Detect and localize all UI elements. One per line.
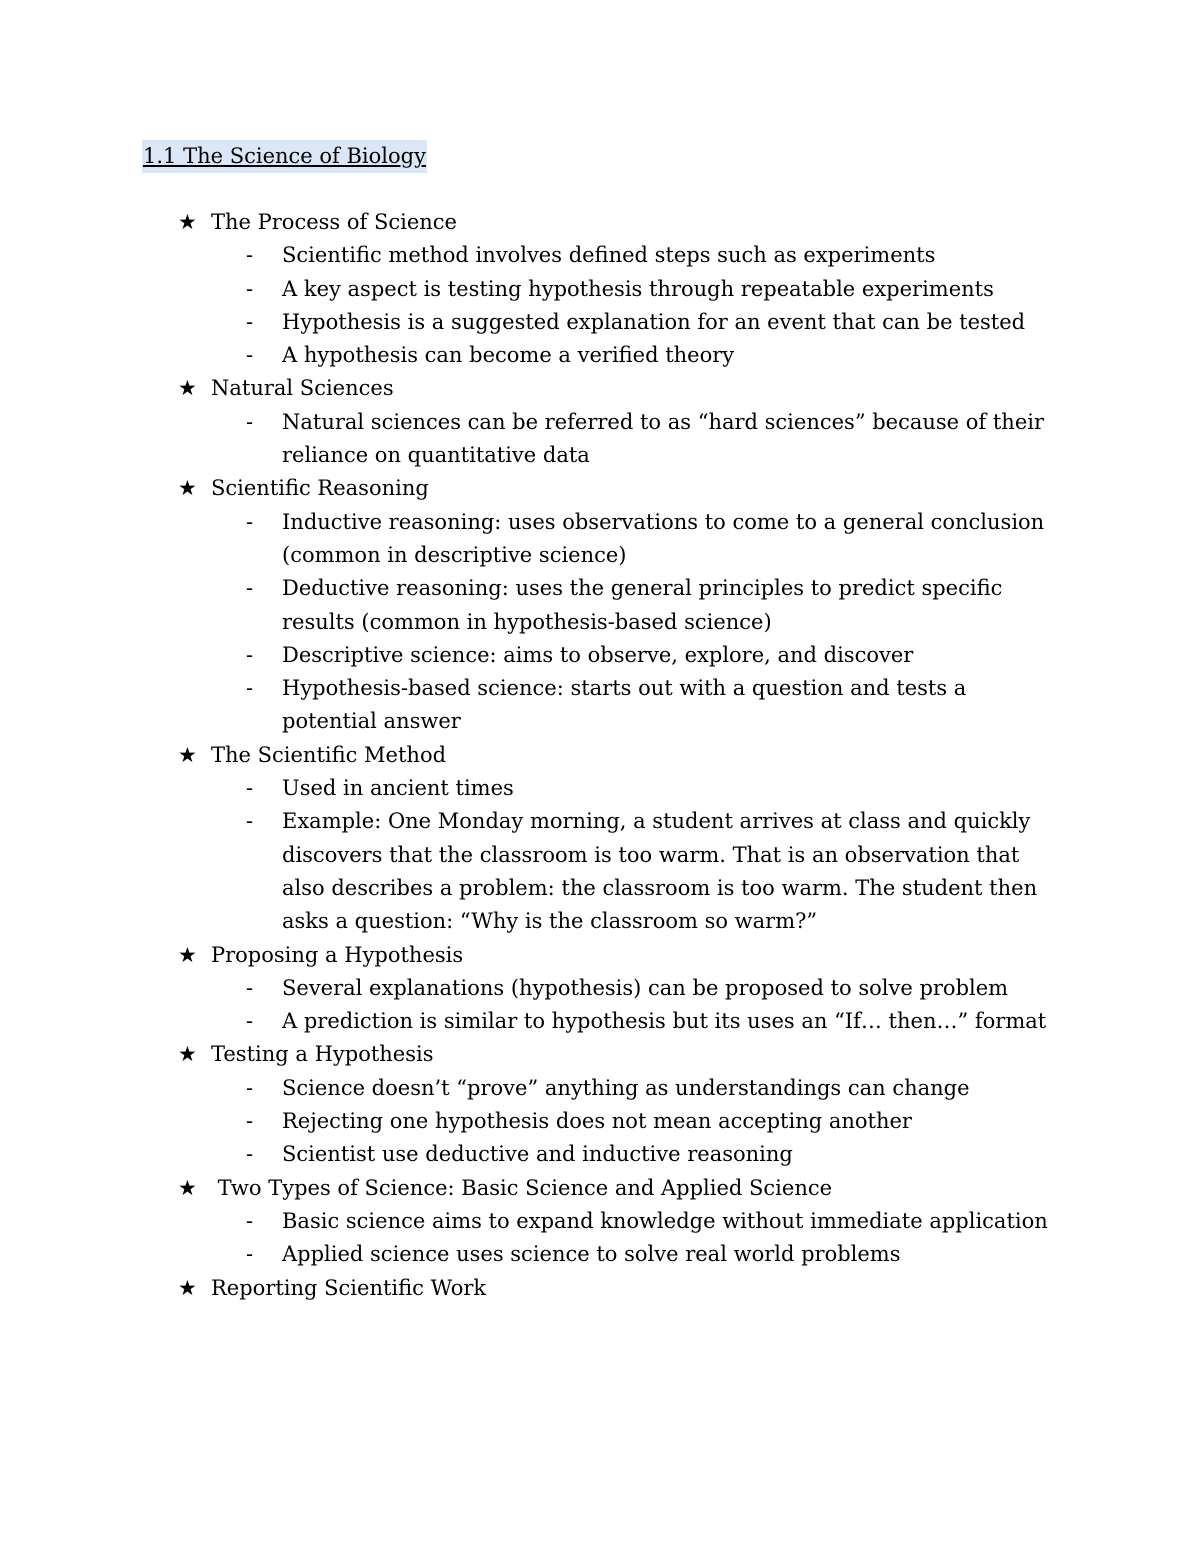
bullet-item [178,972,1078,1005]
bullet-item [178,339,1078,372]
bullet-text: Hypothesis-based science: starts out with a question and tests a potential answer [282,676,967,734]
star-bullet-icon: ★ [178,210,197,234]
bullet-item [178,239,1078,272]
star-bullet-icon: ★ [178,1275,197,1300]
dash-bullet-icon: - [246,1009,254,1034]
dash-bullet-icon: - [246,509,254,534]
section-heading: Testing a Hypothesis [211,1042,434,1067]
bullet-item [178,1238,1078,1271]
dash-bullet-icon: - [246,1109,254,1134]
dash-bullet-icon: - [246,409,254,434]
bullet-text: Scientific method involves defined steps such as experiments [282,243,936,268]
section-heading: Two Types of Science: Basic Science and Applied Science [211,1175,833,1200]
dash-bullet-icon: - [246,276,254,301]
section-heading: Reporting Scientific Work [211,1275,487,1300]
page-title: 1.1 The Science of Biology [142,140,427,173]
bullet-item [178,1205,1078,1238]
bullet-text: Scientist use deductive and inductive reasoning [282,1142,793,1167]
outline-section [178,372,1078,472]
section-bullets [178,506,1078,739]
outline-section [178,1172,1078,1272]
outline-section [178,939,1078,1039]
section-bullets [178,406,1078,473]
bullet-item [178,273,1078,306]
bullet-item [178,639,1078,672]
dash-bullet-icon: - [246,309,254,334]
bullet-text: Natural sciences can be referred to as “hard sciences” because of their reliance on quantitative data [282,409,1045,468]
section-bullets [178,1072,1078,1172]
bullet-text: Example: One Monday morning, a student arrives at class and quickly discovers that the classroom is too warm. That is an observation that also describes a problem: the classroom is too warm. The student then asks a question: “Why is the classroom so warm?” [282,809,1038,934]
section-heading: Proposing a Hypothesis [211,942,464,967]
bullet-item [178,506,1078,573]
section-bullets [178,1205,1078,1272]
dash-bullet-icon: - [246,809,254,834]
dash-bullet-icon: - [246,676,254,701]
section-heading: Natural Sciences [211,376,394,401]
bullet-text: Inductive reasoning: uses observations to come to a general conclusion (common in descriptive science) [282,509,1045,567]
outline-list [178,206,1078,1305]
bullet-item [178,805,1078,938]
section-heading-row [178,1038,1078,1071]
section-heading-row [178,372,1078,405]
section-heading-row [178,1172,1078,1205]
section-heading: The Process of Science [211,210,457,234]
dash-bullet-icon: - [246,975,254,1000]
outline-section [178,1038,1078,1171]
bullet-item [178,1072,1078,1105]
star-bullet-icon: ★ [178,942,197,967]
dash-bullet-icon: - [246,1075,254,1100]
bullet-text: Hypothesis is a suggested explanation for an event that can be tested [282,309,1026,334]
bullet-text: Basic science aims to expand knowledge without immediate application [282,1208,1048,1233]
section-bullets [178,972,1078,1039]
dash-bullet-icon: - [246,776,254,801]
bullet-text: Used in ancient times [282,776,514,801]
bullet-item [178,672,1078,739]
bullet-text: Applied science uses science to solve real world problems [282,1242,901,1267]
dash-bullet-icon: - [246,343,254,368]
star-bullet-icon: ★ [178,1175,197,1200]
outline-section [178,206,1078,372]
bullet-text: Deductive reasoning: uses the general principles to predict specific results (common in hypothesis-based science) [282,576,1003,634]
outline-section [178,472,1078,738]
bullet-item [178,1105,1078,1138]
outline-section [178,1272,1078,1305]
bullet-text: Science doesn’t “prove” anything as understandings can change [282,1075,970,1100]
dash-bullet-icon: - [246,1208,254,1233]
bullet-item [178,1138,1078,1171]
bullet-item [178,772,1078,805]
dash-bullet-icon: - [246,243,254,268]
section-heading-row [178,1272,1078,1305]
bullet-text: Descriptive science: aims to observe, explore, and discover [282,642,914,667]
section-heading: The Scientific Method [211,742,447,767]
bullet-item [178,306,1078,339]
section-bullets [178,239,1078,372]
bullet-text: A prediction is similar to hypothesis but its uses an “If… then…” format [282,1009,1047,1034]
star-bullet-icon: ★ [178,476,197,501]
star-bullet-icon: ★ [178,742,197,767]
bullet-item [178,406,1078,473]
dash-bullet-icon: - [246,642,254,667]
bullet-text: Several explanations (hypothesis) can be proposed to solve problem [282,975,1009,1000]
section-heading-row [178,939,1078,972]
section-heading-row [178,739,1078,772]
dash-bullet-icon: - [246,576,254,601]
dash-bullet-icon: - [246,1242,254,1267]
section-heading: Scientific Reasoning [211,476,429,501]
bullet-item [178,1005,1078,1038]
bullet-text: Rejecting one hypothesis does not mean accepting another [282,1109,912,1134]
outline-section [178,739,1078,939]
section-heading-row [178,472,1078,505]
bullet-text: A key aspect is testing hypothesis through repeatable experiments [282,276,994,301]
section-heading-row [178,206,1078,239]
star-bullet-icon: ★ [178,376,197,401]
bullet-item [178,572,1078,639]
bullet-text: A hypothesis can become a verified theory [282,343,735,368]
section-bullets [178,772,1078,938]
dash-bullet-icon: - [246,1142,254,1167]
star-bullet-icon: ★ [178,1042,197,1067]
